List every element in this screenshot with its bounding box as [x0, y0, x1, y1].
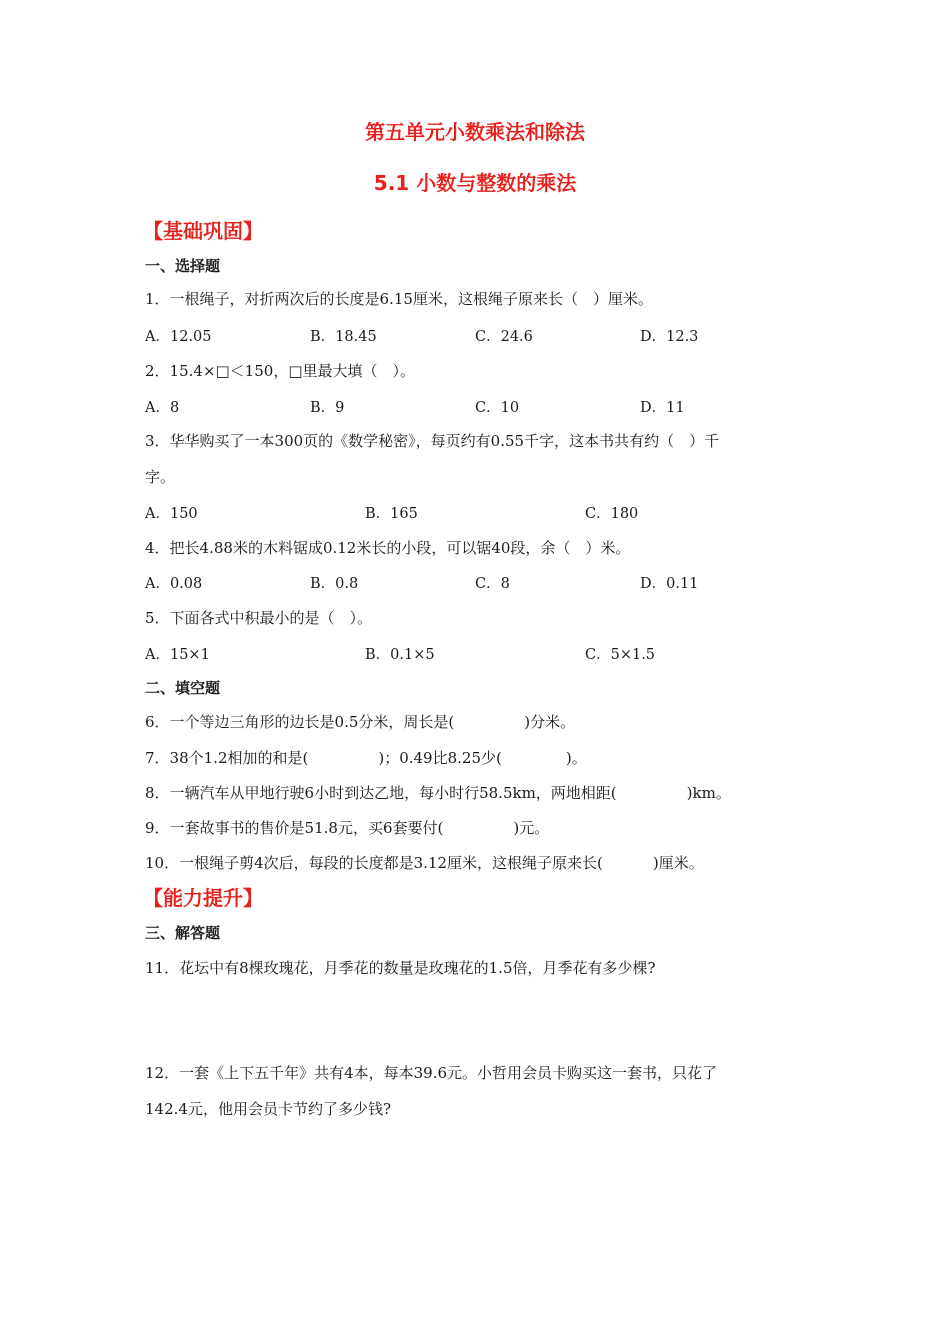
- page-title: 第五单元小数乘法和除法: [365, 120, 585, 144]
- question-12-continued: 142.4元，他用会员卡节约了多少钱?: [145, 1100, 391, 1118]
- question-3-continued: 字。: [145, 468, 176, 486]
- question-8: [145, 782, 731, 803]
- q3-option-b: B．165: [365, 506, 418, 522]
- q1-option-d: D．12.3: [640, 329, 699, 345]
- q4-option-b: B．0.8: [310, 576, 359, 592]
- q2-option-a: A．8: [145, 400, 180, 416]
- q5-option-b: B．0.1×5: [365, 647, 435, 663]
- question-9: [145, 817, 549, 838]
- q2-option-b: B．9: [310, 400, 345, 416]
- q6-text-after: )分米。: [524, 713, 576, 731]
- q4-option-a: A．0.08: [145, 576, 203, 592]
- q7-text-part1: 7．38个1.2相加的和是(: [145, 749, 309, 767]
- q1-option-c: C．24.6: [475, 329, 533, 345]
- q5-option-c: C．5×1.5: [585, 647, 656, 663]
- question-10: [145, 852, 704, 873]
- question-12: 12．一套《上下五千年》共有4本，每本39.6元。小哲用会员卡购买这一套书，只花了: [145, 1064, 718, 1082]
- q7-text-part2: )；0.49比8.25少(: [378, 749, 502, 767]
- question-5: 5．下面各式中积最小的是（ ）。: [145, 609, 373, 627]
- question-7: [145, 747, 587, 768]
- question-1: 1．一根绳子，对折两次后的长度是6.15厘米，这根绳子原来长（ ）厘米。: [145, 290, 653, 308]
- section-basic: 【基础巩固】: [143, 219, 263, 243]
- q9-text-before: 9．一套故事书的售价是51.8元，买6套要付(: [145, 819, 444, 837]
- q3-option-a: A．150: [145, 506, 198, 522]
- q8-text-after: )km。: [686, 784, 731, 802]
- q7-text-part3: )。: [565, 749, 587, 767]
- part-answer-heading: 三、解答题: [145, 924, 221, 942]
- q10-text-after: )厘米。: [652, 854, 704, 872]
- question-4: 4．把长4.88米的木料锯成0.12米长的小段，可以锯40段，余（ ）米。: [145, 539, 631, 557]
- q2-option-d: D．11: [640, 400, 685, 416]
- q4-option-d: D．0.11: [640, 576, 699, 592]
- page-subtitle: 5.1 小数与整数的乘法: [373, 171, 577, 195]
- question-3: 3．华华购买了一本300页的《数学秘密》，每页约有0.55千字，这本书共有约（ ）千: [145, 432, 720, 450]
- q5-option-a: A．15×1: [145, 647, 210, 663]
- section-advanced: 【能力提升】: [143, 886, 263, 910]
- q6-text-before: 6．一个等边三角形的边长是0.5分米，周长是(: [145, 713, 455, 731]
- q2-option-c: C．10: [475, 400, 520, 416]
- q1-option-b: B．18.45: [310, 329, 377, 345]
- question-6: [145, 711, 575, 732]
- question-11: 11．花坛中有8棵玫瑰花，月季花的数量是玫瑰花的1.5倍，月季花有多少棵?: [145, 959, 656, 977]
- q4-option-c: C．8: [475, 576, 510, 592]
- part-choice-heading: 一、选择题: [145, 257, 221, 275]
- part-fill-heading: 二、填空题: [145, 679, 221, 697]
- q8-text-before: 8．一辆汽车从甲地行驶6小时到达乙地，每小时行58.5km，两地相距(: [145, 784, 617, 802]
- question-2: 2．15.4×□＜150，□里最大填（ ）。: [145, 362, 415, 380]
- q9-text-after: )元。: [513, 819, 550, 837]
- q3-option-c: C．180: [585, 506, 639, 522]
- q10-text-before: 10．一根绳子剪4次后，每段的长度都是3.12厘米，这根绳子原来长(: [145, 854, 603, 872]
- q1-option-a: A．12.05: [145, 329, 212, 345]
